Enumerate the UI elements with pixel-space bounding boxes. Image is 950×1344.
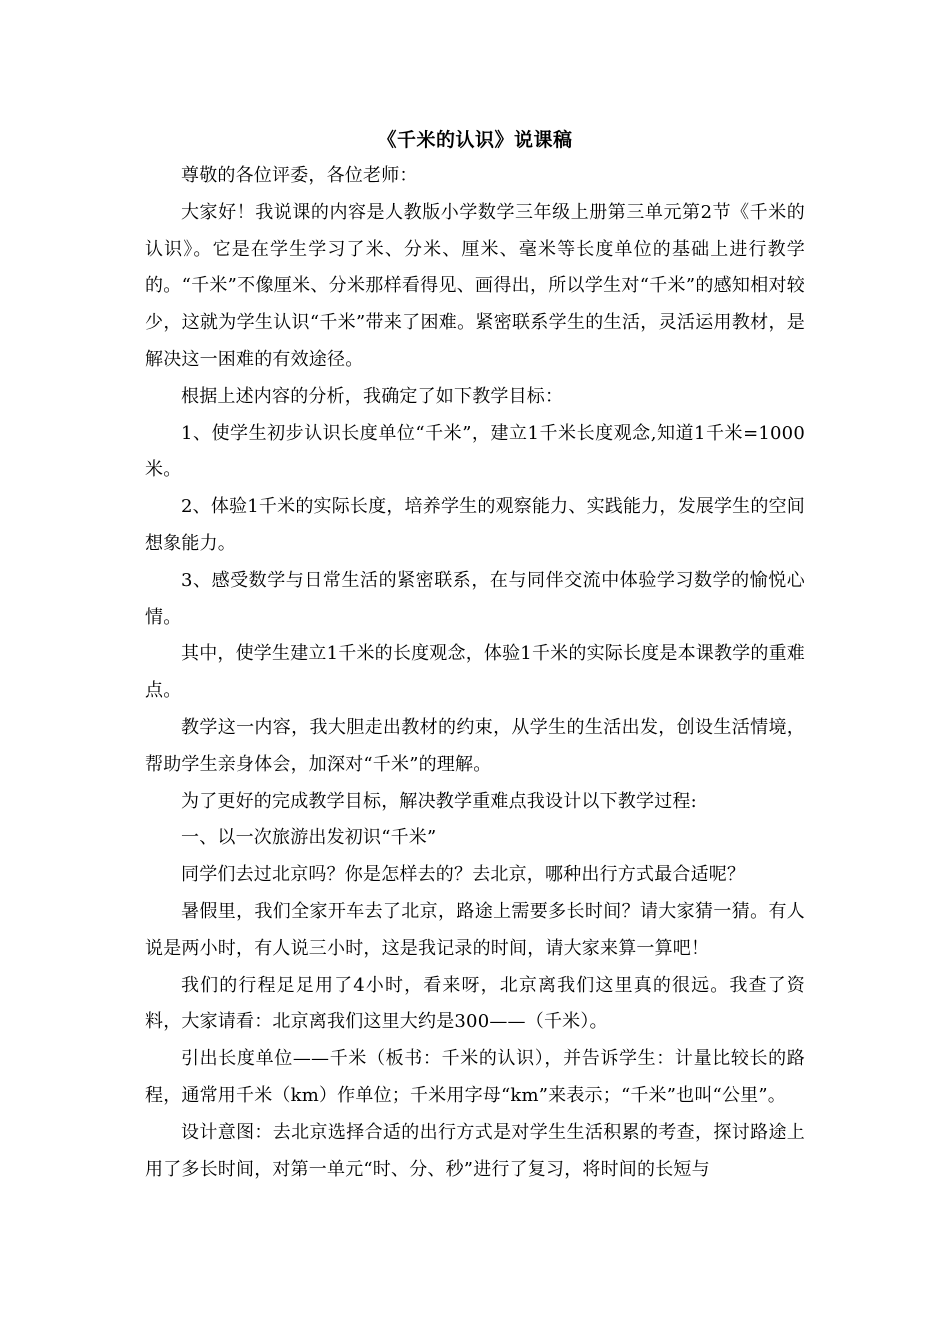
trip-time-paragraph: 暑假里，我们全家开车去了北京，路途上需要多长时间？请大家猜一猜。有人说是两小时，有人说三小时，这是我记录的时间，请大家来算一算吧！ xyxy=(145,900,805,959)
objectives-intro-paragraph: 根据上述内容的分析，我确定了如下教学目标： xyxy=(181,385,564,407)
design-intent-paragraph: 设计意图：去北京选择合适的出行方式是对学生生活积累的考查，探讨路途上用了多长时间，对第一单元“时、分、秒”进行了复习，将时间的长短与 xyxy=(145,1121,805,1180)
teaching-process-intro-paragraph: 为了更好的完成教学目标，解决教学重难点我设计以下教学过程: xyxy=(181,790,697,812)
intro-paragraph: 大家好！我说课的内容是人教版小学数学三年级上册第三单元第2节《千米的认识》。它是在学生学习了米、分米、厘米、毫米等长度单位的基础上进行教学的。“千米”不像厘米、分米那样看得见、画得出，所以学生对“千米”的感知相对较少，这就为学生认识“千米”带来了困难。紧密联系学生的生活，灵活运用教材，是解决这一困难的有效途径。 xyxy=(145,201,805,370)
document-title: 《千米的认识》说课稿 xyxy=(377,129,573,151)
key-difficulty-paragraph: 其中，使学生建立1千米的长度观念，体验1千米的实际长度是本课教学的重难点。 xyxy=(145,643,805,702)
objective-2-paragraph: 2、体验1千米的实际长度，培养学生的观察能力、实践能力，发展学生的空间想象能力。 xyxy=(145,496,805,554)
question-paragraph: 同学们去过北京吗？你是怎样去的？去北京，哪种出行方式最合适呢？ xyxy=(181,864,746,886)
greeting-paragraph: 尊敬的各位评委，各位老师： xyxy=(181,165,418,186)
document-body xyxy=(145,126,805,1188)
distance-paragraph: 我们的行程足足用了4小时，看来呀，北京离我们这里真的很远。我查了资料，大家请看：北京离我们这里大约是300——（千米）。 xyxy=(145,974,805,1033)
objective-3-paragraph: 3、感受数学与日常生活的紧密联系，在与同伴交流中体验学习数学的愉悦心情。 xyxy=(145,569,805,628)
objective-1-paragraph: 1、使学生初步认识长度单位“千米”，建立1千米长度观念,知道1千米=1000米。 xyxy=(145,422,805,481)
teaching-approach-paragraph: 教学这一内容，我大胆走出教材的约束，从学生的生活出发，创设生活情境，帮助学生亲身体会，加深对“千米”的理解。 xyxy=(145,716,805,775)
kilometer-intro-paragraph: 引出长度单位——千米（板书：千米的认识），并告诉学生：计量比较长的路程，通常用千米（km）作单位；千米用字母“km”来表示；“千米”也叫“公里”。 xyxy=(145,1048,805,1106)
section-1-heading: 一、以一次旅游出发初识“千米” xyxy=(181,827,437,849)
